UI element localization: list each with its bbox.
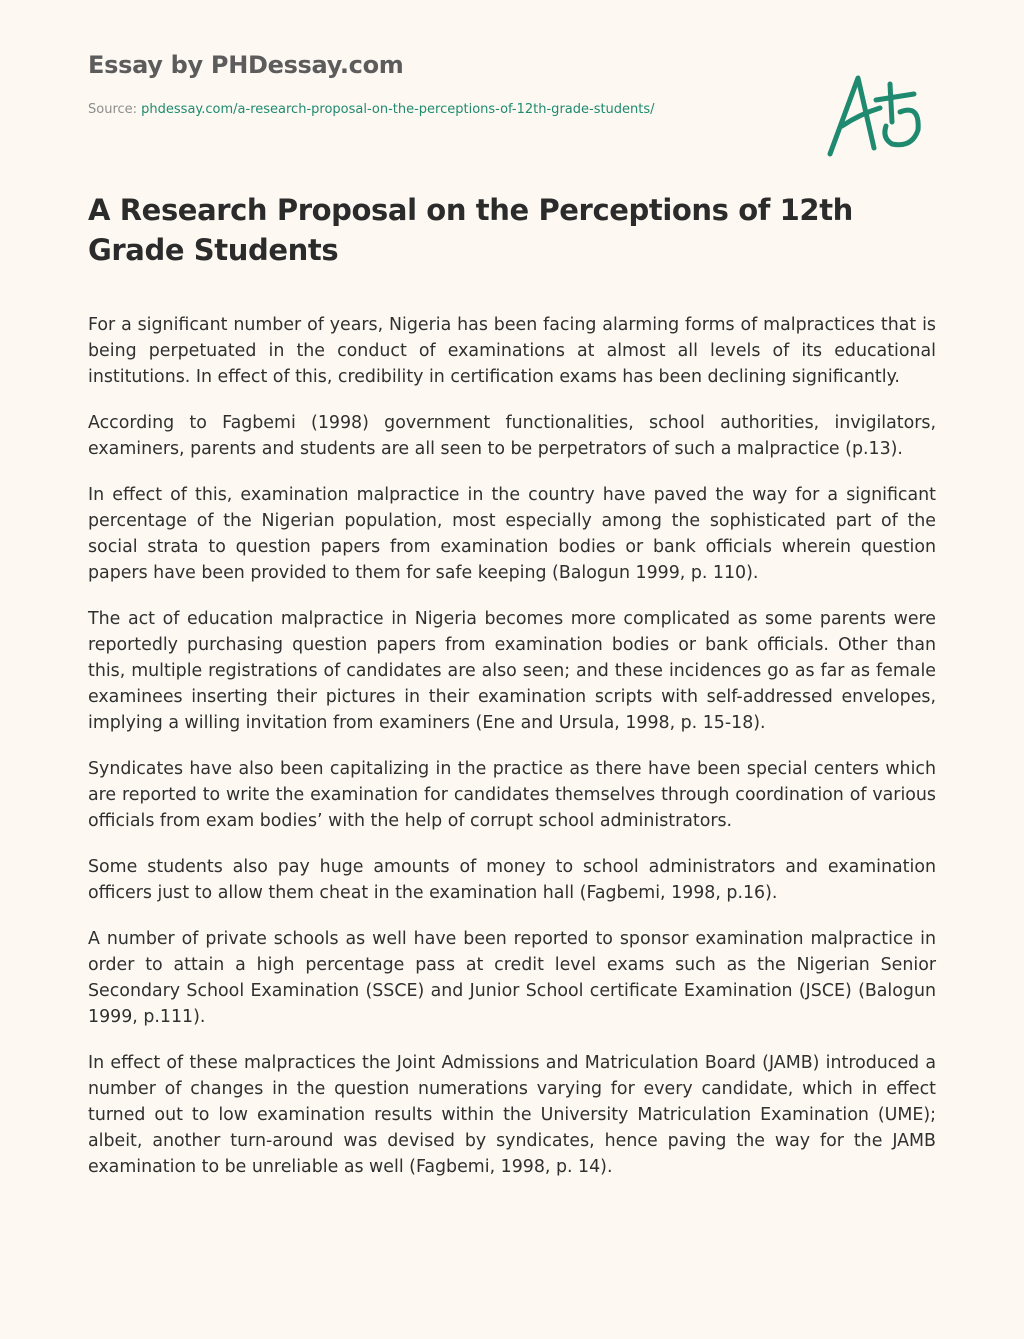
source-link[interactable]: phdessay.com/a-research-proposal-on-the-perceptions-of-12th-grade-students/ xyxy=(141,102,655,117)
essay-title: A Research Proposal on the Perceptions of 12th Grade Students xyxy=(88,193,853,267)
essay-body xyxy=(88,312,936,1200)
paragraph: Syndicates have also been capitalizing in the practice as there have been special centers which are reported to write the examination for candidates themselves through coordination of various officials from exam bodies’ with the help of corrupt school administrators. xyxy=(88,759,936,831)
paragraph: For a significant number of years, Nigeria has been facing alarming forms of malpractices that is being perpetuated in the conduct of examinations at almost all levels of its educational institutions. In effect of this, credibility in certification exams has been declining significantly. xyxy=(88,315,936,387)
source-line xyxy=(88,102,655,117)
paragraph: A number of private schools as well have been reported to sponsor examination malpractice in order to attain a high percentage pass at credit level exams such as the Nigerian Senior Secondary School Examination (SSCE) and Junior School certificate Examination (JSCE) (Balogun 1999, p.111). xyxy=(88,929,936,1027)
paragraph: In effect of these malpractices the Joint Admissions and Matriculation Board (JAMB) introduced a number of changes in the question numerations varying for every candidate, which in effect turned out to low examination results within the University Matriculation Examination (UME); albeit, another turn-around was devised by syndicates, hence paving the way for the JAMB examination to be unreliable as well (Fagbemi, 1998, p. 14). xyxy=(88,1053,936,1177)
paragraph: Some students also pay huge amounts of money to school administrators and examination officers just to allow them cheat in the examination hall (Fagbemi, 1998, p.16). xyxy=(88,857,936,903)
paragraph: The act of education malpractice in Nigeria becomes more complicated as some parents were reportedly purchasing question papers from examination bodies or bank officials. Other than this, multiple registrations of candidates are also seen; and these incidences go as far as female examinees inserting their pictures in their examination scripts with self-addressed envelopes, implying a willing invitation from examiners (Ene and Ursula, 1998, p. 15-18). xyxy=(88,609,936,733)
source-label: Source: xyxy=(88,102,142,117)
a-plus-logo-icon xyxy=(822,64,932,160)
paragraph: In effect of this, examination malpractice in the country have paved the way for a significant percentage of the Nigerian population, most especially among the sophisticated part of the social strata to question papers from examination bodies or bank officials wherein question papers have been provided to them for safe keeping (Balogun 1999, p. 110). xyxy=(88,485,936,583)
paragraph: According to Fagbemi (1998) government functionalities, school authorities, invigilators, examiners, parents and students are all seen to be perpetrators of such a malpractice (p.13). xyxy=(88,413,936,459)
site-brand: Essay by PHDessay.com xyxy=(88,51,404,79)
